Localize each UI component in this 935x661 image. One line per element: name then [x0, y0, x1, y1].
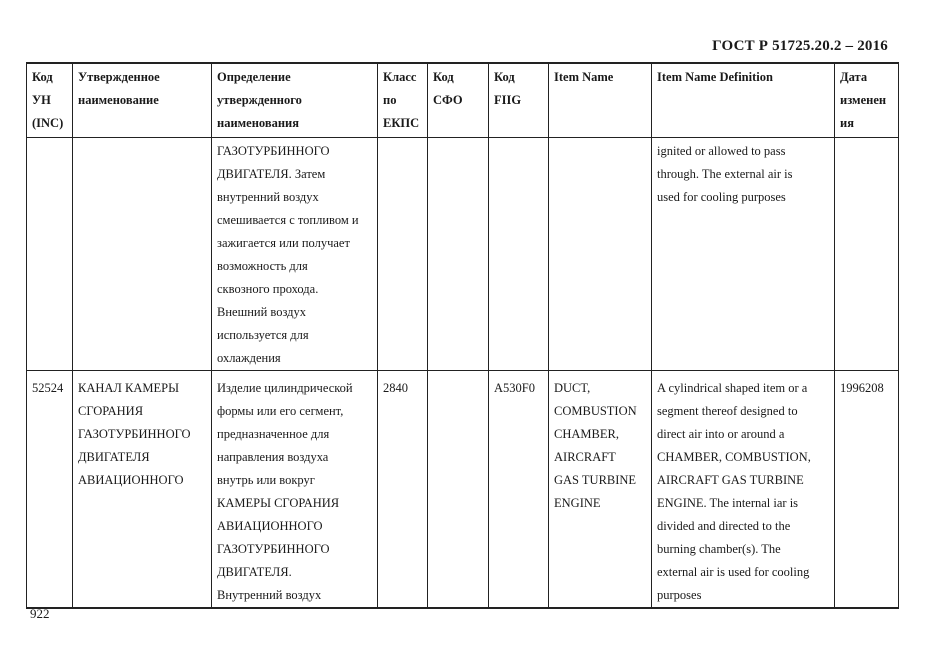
document-standard-header: ГОСТ Р 51725.20.2 – 2016 [712, 38, 888, 54]
cell-ekps-class [378, 138, 428, 371]
cell-item-name-definition: ignited or allowed to pass through. The external air is used for cooling purposes [652, 138, 835, 371]
column-header-fiig-code: Код FIIG [489, 63, 549, 138]
cell-sfo-code [428, 371, 489, 609]
cell-item-name [549, 138, 652, 371]
column-header-item-name-definition: Item Name Definition [652, 63, 835, 138]
column-header-sfo-code: Код СФО [428, 63, 489, 138]
column-header-name-definition: Определение утвержденного наименования [212, 63, 378, 138]
cell-name-definition: Изделие цилиндрической формы или его сегмент, предназначенное для направления воздуха внутрь или вокруг КАМЕРЫ СГОРАНИЯ АВИАЦИОННОГО ГАЗОТУРБИННОГО ДВИГАТЕЛЯ. Внутренний воздух [212, 371, 378, 609]
column-header-item-name: Item Name [549, 63, 652, 138]
cell-fiig-code [489, 138, 549, 371]
cell-change-date: 1996208 [835, 371, 899, 609]
column-header-inc-code: Код УН (INC) [27, 63, 73, 138]
cell-name-definition: ГАЗОТУРБИННОГО ДВИГАТЕЛЯ. Затем внутренний воздух смешивается с топливом и зажигается или получает возможность для сквозного прохода. Внешний воздух используется для охлаждения [212, 138, 378, 371]
table-header-row [27, 63, 899, 138]
cell-change-date [835, 138, 899, 371]
cell-approved-name: КАНАЛ КАМЕРЫ СГОРАНИЯ ГАЗОТУРБИННОГО ДВИГАТЕЛЯ АВИАЦИОННОГО [73, 371, 212, 609]
cell-ekps-class: 2840 [378, 371, 428, 609]
column-header-approved-name: Утвержденное наименование [73, 63, 212, 138]
cell-sfo-code [428, 138, 489, 371]
cell-fiig-code: A530F0 [489, 371, 549, 609]
column-header-change-date: Дата изменен ия [835, 63, 899, 138]
cell-item-name-definition: A cylindrical shaped item or a segment thereof designed to direct air into or around a CHAMBER, COMBUSTION, AIRCRAFT GAS TURBINE ENGINE. The internal iar is divided and directed to the burning chamber(s). The external air is used for cooling purposes [652, 371, 835, 609]
cell-approved-name [73, 138, 212, 371]
page-number: 922 [30, 606, 50, 621]
cell-inc-code [27, 138, 73, 371]
cell-inc-code: 52524 [27, 371, 73, 609]
column-header-ekps-class: Класс по ЕКПС [378, 63, 428, 138]
catalog-table [26, 62, 899, 609]
table-row [27, 138, 899, 371]
cell-item-name: DUCT, COMBUSTION CHAMBER, AIRCRAFT GAS TURBINE ENGINE [549, 371, 652, 609]
table-row [27, 371, 899, 609]
